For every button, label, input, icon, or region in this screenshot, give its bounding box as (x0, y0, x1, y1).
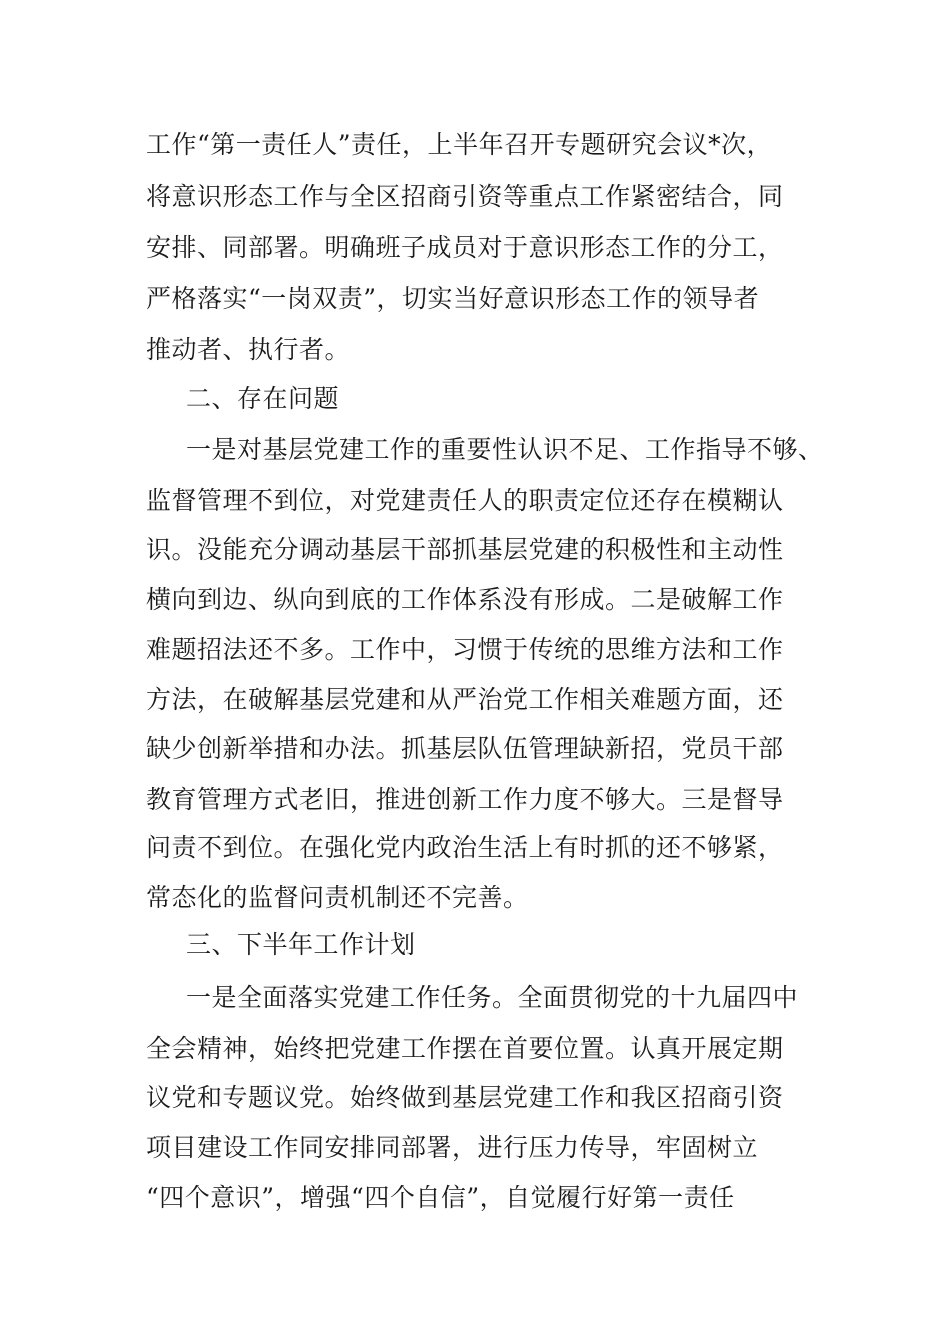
text-line: 工作“第一责任人”责任，上半年召开专题研究会议*次， (146, 130, 773, 159)
text-line: “四个意识”，增强“四个自信”，自觉履行好第一责任 (146, 1183, 735, 1212)
text-line: 推动者、执行者。 (146, 335, 351, 364)
text-line: 横向到边、纵向到底的工作体系没有形成。二是破解工作 (146, 585, 784, 614)
text-line: 一是对基层党建工作的重要性认识不足、工作指导不够、 (186, 435, 824, 464)
text-line: 难题招法还不多。工作中，习惯于传统的思维方法和工作 (146, 635, 784, 664)
text-line: 识。没能充分调动基层干部抓基层党建的积极性和主动性 (146, 535, 784, 564)
text-line: 教育管理方式老旧，推进创新工作力度不够大。三是督导 (146, 785, 784, 814)
text-line: 问责不到位。在强化党内政治生活上有时抓的还不够紧， (146, 833, 784, 862)
section-heading: 二、存在问题 (186, 384, 340, 413)
text-line: 安排、同部署。明确班子成员对于意识形态工作的分工， (146, 233, 784, 262)
text-line: 全会精神，始终把党建工作摆在首要位置。认真开展定期 (146, 1034, 784, 1063)
text-line: 常态化的监督问责机制还不完善。 (146, 883, 529, 912)
text-line: 项目建设工作同安排同部署，进行压力传导，牢固树立 (146, 1133, 759, 1162)
text-line: 将意识形态工作与全区招商引资等重点工作紧密结合，同 (146, 182, 784, 211)
text-line: 严格落实“一岗双责”，切实当好意识形态工作的领导者 (146, 284, 760, 313)
text-line: 方法，在破解基层党建和从严治党工作相关难题方面，还 (146, 685, 784, 714)
section-heading: 三、下半年工作计划 (186, 930, 416, 959)
text-line: 缺少创新举措和办法。抓基层队伍管理缺新招，党员干部 (146, 734, 784, 763)
text-line: 议党和专题议党。始终做到基层党建工作和我区招商引资 (146, 1083, 784, 1112)
text-line: 一是全面落实党建工作任务。全面贯彻党的十九届四中 (186, 983, 799, 1012)
text-line: 监督管理不到位，对党建责任人的职责定位还存在模糊认 (146, 486, 784, 515)
